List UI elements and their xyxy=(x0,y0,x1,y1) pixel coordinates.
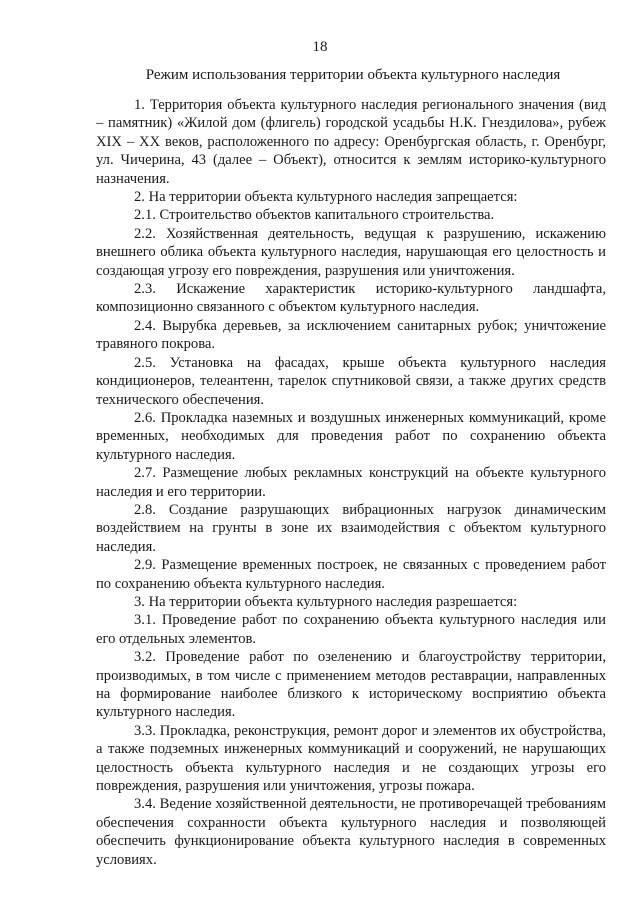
paragraph-3-3: 3.3. Прокладка, реконструкция, ремонт дорог и элементов их обустройства, а также подземных инженерных коммуникаций и сооружений, не нарушающих целостность объекта культурного наследия и не создающих угрозы его повреждения, разрушения или уничтожения, угрозы пожара. xyxy=(96,722,606,795)
paragraph-2-6: 2.6. Прокладка наземных и воздушных инженерных коммуникаций, кроме временных, необходимых для проведения работ по сохранению объекта культурного наследия. xyxy=(96,409,606,463)
paragraph-1: 1. Территория объекта культурного наследия регионального значения (вид – памятник) «Жилой дом (флигель) городской усадьбы Н.К. Гнездилова», рубеж XIX – XX веков, расположенного по адресу: Оренбургская область, г. Оренбург, ул. Чичерина, 43 (далее – Объект), относится к землям историко-культурного назначения. xyxy=(96,97,606,187)
paragraph-2-5: 2.5. Установка на фасадах, крыше объекта культурного наследия кондиционеров, телеантенн, тарелок спутниковой связи, а также других средств технического обеспечения. xyxy=(96,354,606,408)
paragraph-2-7: 2.7. Размещение любых рекламных конструкций на объекте культурного наследия и его территории. xyxy=(96,465,606,500)
document-body xyxy=(96,96,606,869)
paragraph-2-9: 2.9. Размещение временных построек, не связанных с проведением работ по сохранению объекта культурного наследия. xyxy=(96,557,606,592)
paragraph-2-3: 2.3. Искажение характеристик историко-культурного ландшафта, композиционно связанного с объектом культурного наследия. xyxy=(96,281,606,316)
paragraph-3-2: 3.2. Проведение работ по озеленению и благоустройству территории, производимых, в том числе с применением методов реставрации, направленных на формирование наиболее близкого к историческому восприятию объекта культурного наследия. xyxy=(96,649,606,721)
page-number: 18 xyxy=(312,39,328,55)
paragraph-2-2: 2.2. Хозяйственная деятельность, ведущая к разрушению, искажению внешнего облика объекта культурного наследия, нарушающая его целостность и создающая угрозу его повреждения, разрушения или уничтожения. xyxy=(96,225,606,279)
paragraph-2-4: 2.4. Вырубка деревьев, за исключением санитарных рубок; уничтожение травяного покрова. xyxy=(96,317,606,353)
paragraph-2-1: 2.1. Строительство объектов капитального строительства. xyxy=(134,207,495,224)
paragraph-3-1: 3.1. Проведение работ по сохранению объекта культурного наследия или его отдельных элементов. xyxy=(96,612,606,647)
paragraph-3: 3. На территории объекта культурного наследия разрешается: xyxy=(134,593,518,610)
paragraph-2-8: 2.8. Создание разрушающих вибрационных нагрузок динамическим воздействием на грунты в зоне их взаимодействия с объектом культурного наследия. xyxy=(96,501,606,555)
document-title: Режим использования территории объекта культурного наследия xyxy=(145,67,561,83)
paragraph-2: 2. На территории объекта культурного наследия запрещается: xyxy=(134,189,518,206)
paragraph-3-4: 3.4. Ведение хозяйственной деятельности, не противоречащей требованиям обеспечения сохранности объекта культурного наследия и позволяющей обеспечить функционирование объекта культурного наследия в современных условиях. xyxy=(96,796,606,868)
